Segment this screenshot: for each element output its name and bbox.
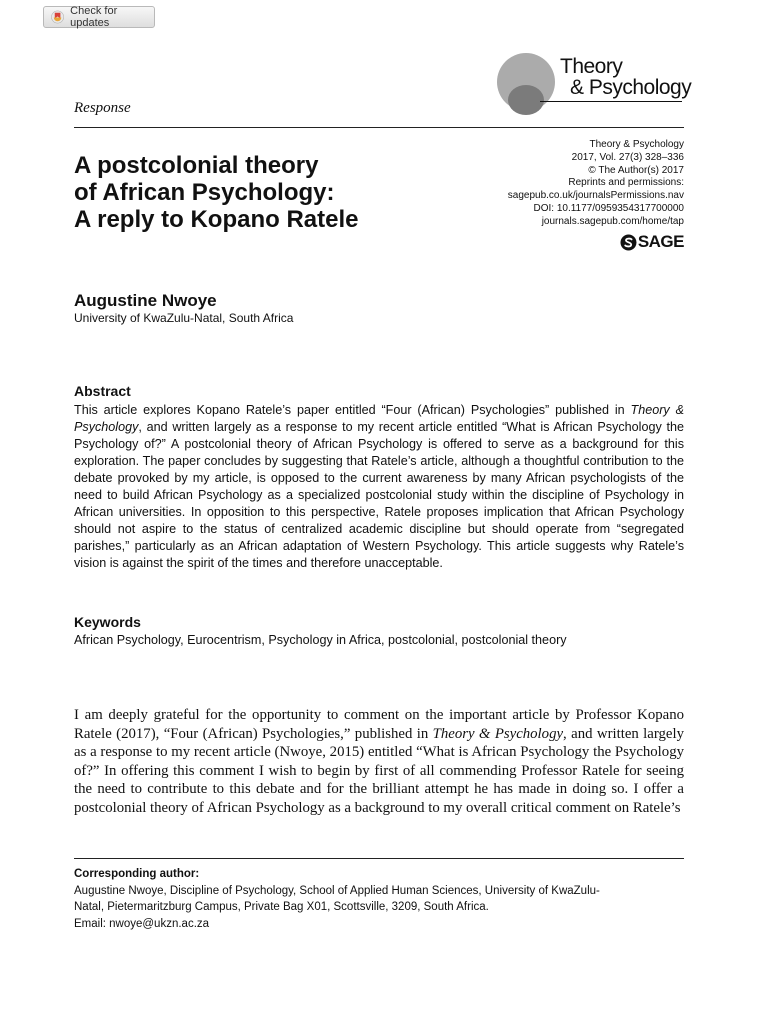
meta-copyright: © The Author(s) 2017 bbox=[588, 164, 684, 176]
crossmark-icon bbox=[51, 10, 64, 24]
meta-reprints: Reprints and permissions: bbox=[568, 177, 684, 189]
journal-logo-rule bbox=[540, 101, 682, 102]
header-divider bbox=[74, 127, 684, 128]
meta-permissions-link[interactable]: sagepub.co.uk/journalsPermissions.nav bbox=[507, 190, 684, 202]
footnote-email[interactable]: Email: nwoye@ukzn.ac.za bbox=[74, 917, 210, 930]
abstract-heading: Abstract bbox=[74, 383, 131, 399]
abstract-journal-name: Theory & Psychology bbox=[74, 403, 684, 434]
abstract-part-1: This article explores Kopano Ratele’s paper entitled “Four (African) Psychologies” published in bbox=[74, 403, 631, 417]
journal-logo-text bbox=[560, 56, 691, 98]
sage-logo bbox=[604, 232, 684, 252]
keywords-list: African Psychology, Eurocentrism, Psychology in Africa, postcolonial, postcolonial theory bbox=[74, 633, 567, 647]
journal-logo-line2: & Psychology bbox=[570, 76, 692, 99]
check-for-updates-button[interactable] bbox=[43, 6, 155, 28]
body-part-2: , and written largely as a response to my recent article (Nwoye, 2015) entitled “What is African Psychology the Psychology of?” In offering this comment I wish to begin by first of all commending Professor Ratele for seeing the need to contribute to this debate and for the brilliant attempt he has made in doing so. I offer a postcolonial theory of African Psychology as a background to my overall critical comment on Ratele’s bbox=[74, 725, 684, 816]
body-paragraph bbox=[74, 706, 684, 817]
section-label: Response bbox=[74, 100, 131, 116]
keywords-heading: Keywords bbox=[74, 614, 141, 630]
journal-logo-circle-small bbox=[508, 85, 544, 115]
author-affiliation: University of KwaZulu-Natal, South Africa bbox=[74, 311, 294, 325]
journal-logo-line1: Theory bbox=[560, 55, 623, 78]
publication-metadata bbox=[470, 139, 684, 229]
abstract-text bbox=[74, 402, 684, 572]
sage-logo-text: SAGE bbox=[637, 232, 684, 251]
author-name: Augustine Nwoye bbox=[74, 291, 217, 310]
body-part-1: I am deeply grateful for the opportunity to comment on the important article by Professor Kopano Ratele (2017), “Four (African) Psychologies,” published in bbox=[74, 707, 684, 742]
corresponding-author-heading: Corresponding author: bbox=[74, 868, 200, 880]
meta-doi[interactable]: DOI: 10.1177/0959354317700000 bbox=[533, 202, 684, 214]
footnote-line-1: Augustine Nwoye, Discipline of Psychology, School of Applied Human Sciences, University of KwaZulu- bbox=[74, 885, 600, 897]
meta-journal-link[interactable]: journals.sagepub.com/home/tap bbox=[541, 215, 684, 227]
article-title bbox=[74, 152, 464, 233]
sage-s-icon bbox=[620, 234, 637, 251]
check-for-updates-label: Check for updates bbox=[70, 5, 118, 29]
footnote-line-2: Natal, Pietermaritzburg Campus, Private Bag X01, Scottsville, 3209, South Africa. bbox=[74, 901, 489, 914]
title-line-1: A postcolonial theory bbox=[74, 152, 319, 179]
footnote-divider bbox=[74, 858, 684, 859]
title-line-3: A reply to Kopano Ratele bbox=[74, 206, 359, 233]
abstract-part-2: , and written largely as a response to my recent article entitled “What is African Psychology the Psychology of?” A postcolonial theory of African Psychology is offered to serve as a background for this exploration. The paper concludes by suggesting that Ratele’s article, although a thoughtful contribution to the debate provoked by my article, is opposed to the current awareness by many African psychologists of the need to build African Psychology as a specialized postcolonial study within the discipline of Psychology in African universities. In opposition to this perspective, Ratele proposes implication that African Psychology should not aspire to the status of centralized academic discipline but should operate from “segregated parishes,” particularly as an African adaptation of Western Psychology. This article suggests why Ratele’s vision is against the spirit of the times and therefore unacceptable. bbox=[74, 420, 684, 570]
body-journal-name: Theory & Psychology bbox=[432, 725, 564, 742]
meta-volume: 2017, Vol. 27(3) 328–336 bbox=[571, 151, 684, 163]
title-line-2: of African Psychology: bbox=[74, 179, 335, 206]
meta-journal: Theory & Psychology bbox=[589, 139, 684, 150]
corresponding-author-details bbox=[74, 883, 684, 932]
